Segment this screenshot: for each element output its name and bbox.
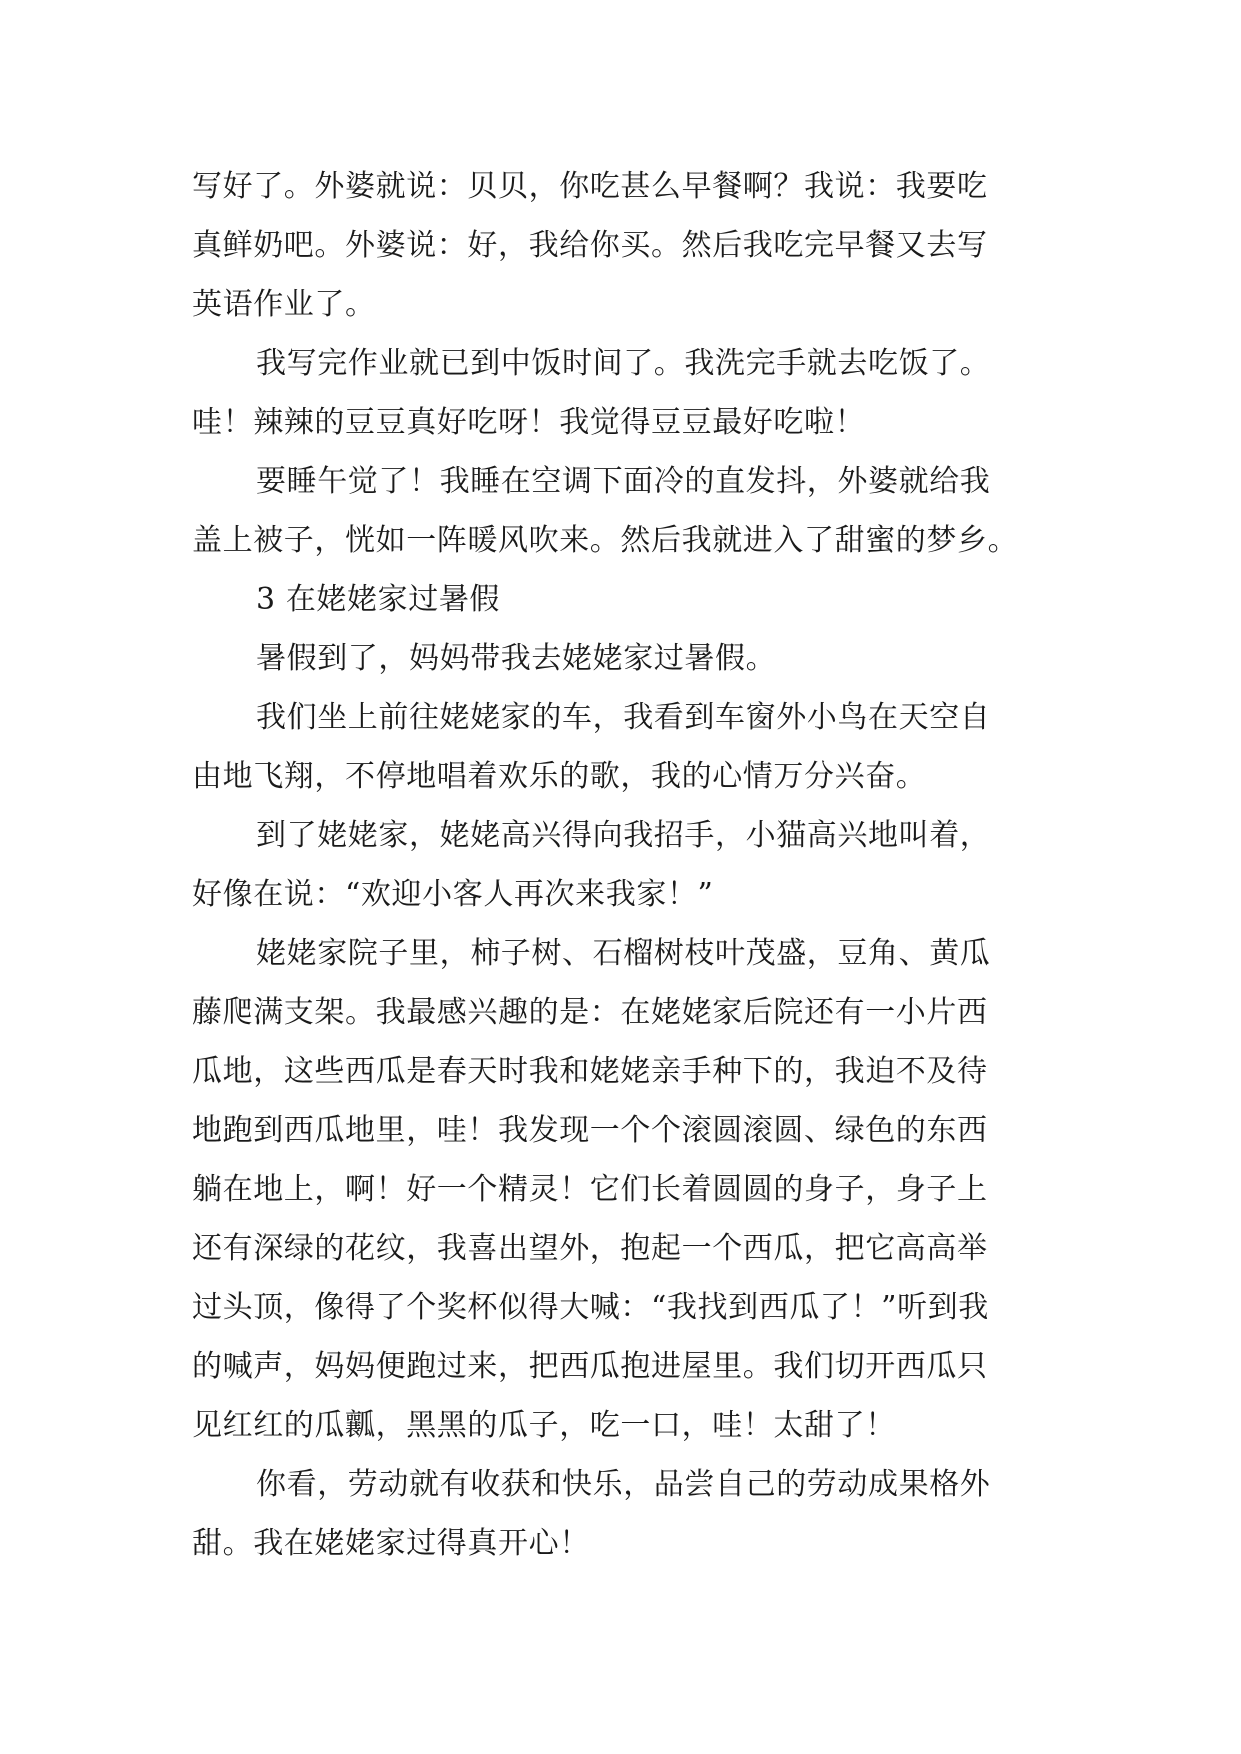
text-line: 英语作业了。 bbox=[192, 287, 376, 322]
text-line: 姥姥家院子里，柿子树、石榴树枝叶茂盛，豆角、黄瓜 bbox=[256, 936, 991, 971]
text-line: 地跑到西瓜地里，哇！我发现一个个滚圆滚圆、绿色的东西 bbox=[192, 1113, 988, 1148]
text-line: 瓜地，这些西瓜是春天时我和姥姥亲手种下的，我迫不及待 bbox=[192, 1054, 988, 1089]
text-line: 见红红的瓜瓤，黑黑的瓜子，吃一口，哇！太甜了！ bbox=[192, 1408, 896, 1443]
text-line: 暑假到了，妈妈带我去姥姥家过暑假。 bbox=[256, 641, 777, 676]
section-heading: 3 在姥姥家过暑假 bbox=[256, 582, 501, 617]
text-line: 过头顶，像得了个奖杯似得大喊：“我找到西瓜了！”听到我 bbox=[192, 1290, 989, 1325]
text-line: 到了姥姥家，姥姥高兴得向我招手，小猫高兴地叫着， bbox=[256, 818, 991, 853]
text-line: 由地飞翔，不停地唱着欢乐的歌，我的心情万分兴奋。 bbox=[192, 759, 927, 794]
text-line: 还有深绿的花纹，我喜出望外，抱起一个西瓜，把它高高举 bbox=[192, 1231, 988, 1266]
text-line: 我们坐上前往姥姥家的车，我看到车窗外小鸟在天空自 bbox=[256, 700, 991, 735]
text-line: 写好了。外婆就说：贝贝，你吃甚么早餐啊？我说：我要吃 bbox=[192, 169, 988, 204]
text-line: 我写完作业就已到中饭时间了。我洗完手就去吃饭了。 bbox=[256, 346, 991, 381]
text-line: 躺在地上，啊！好一个精灵！它们长着圆圆的身子，身子上 bbox=[192, 1172, 988, 1207]
text-line: 真鲜奶吧。外婆说：好，我给你买。然后我吃完早餐又去写 bbox=[192, 228, 988, 263]
text-line: 的喊声，妈妈便跑过来，把西瓜抱进屋里。我们切开西瓜只 bbox=[192, 1349, 988, 1384]
text-line: 哇！辣辣的豆豆真好吃呀！我觉得豆豆最好吃啦！ bbox=[192, 405, 866, 440]
text-line: 要睡午觉了！我睡在空调下面冷的直发抖，外婆就给我 bbox=[256, 464, 991, 499]
text-line: 你看，劳动就有收获和快乐，品尝自己的劳动成果格外 bbox=[256, 1467, 991, 1502]
text-line: 甜。我在姥姥家过得真开心！ bbox=[192, 1526, 590, 1561]
text-line: 藤爬满支架。我最感兴趣的是：在姥姥家后院还有一小片西 bbox=[192, 995, 988, 1030]
text-line: 好像在说：“欢迎小客人再次来我家！” bbox=[192, 877, 714, 912]
text-line: 盖上被子，恍如一阵暖风吹来。然后我就进入了甜蜜的梦乡。 bbox=[192, 523, 1019, 558]
document-body bbox=[192, 157, 1060, 1573]
